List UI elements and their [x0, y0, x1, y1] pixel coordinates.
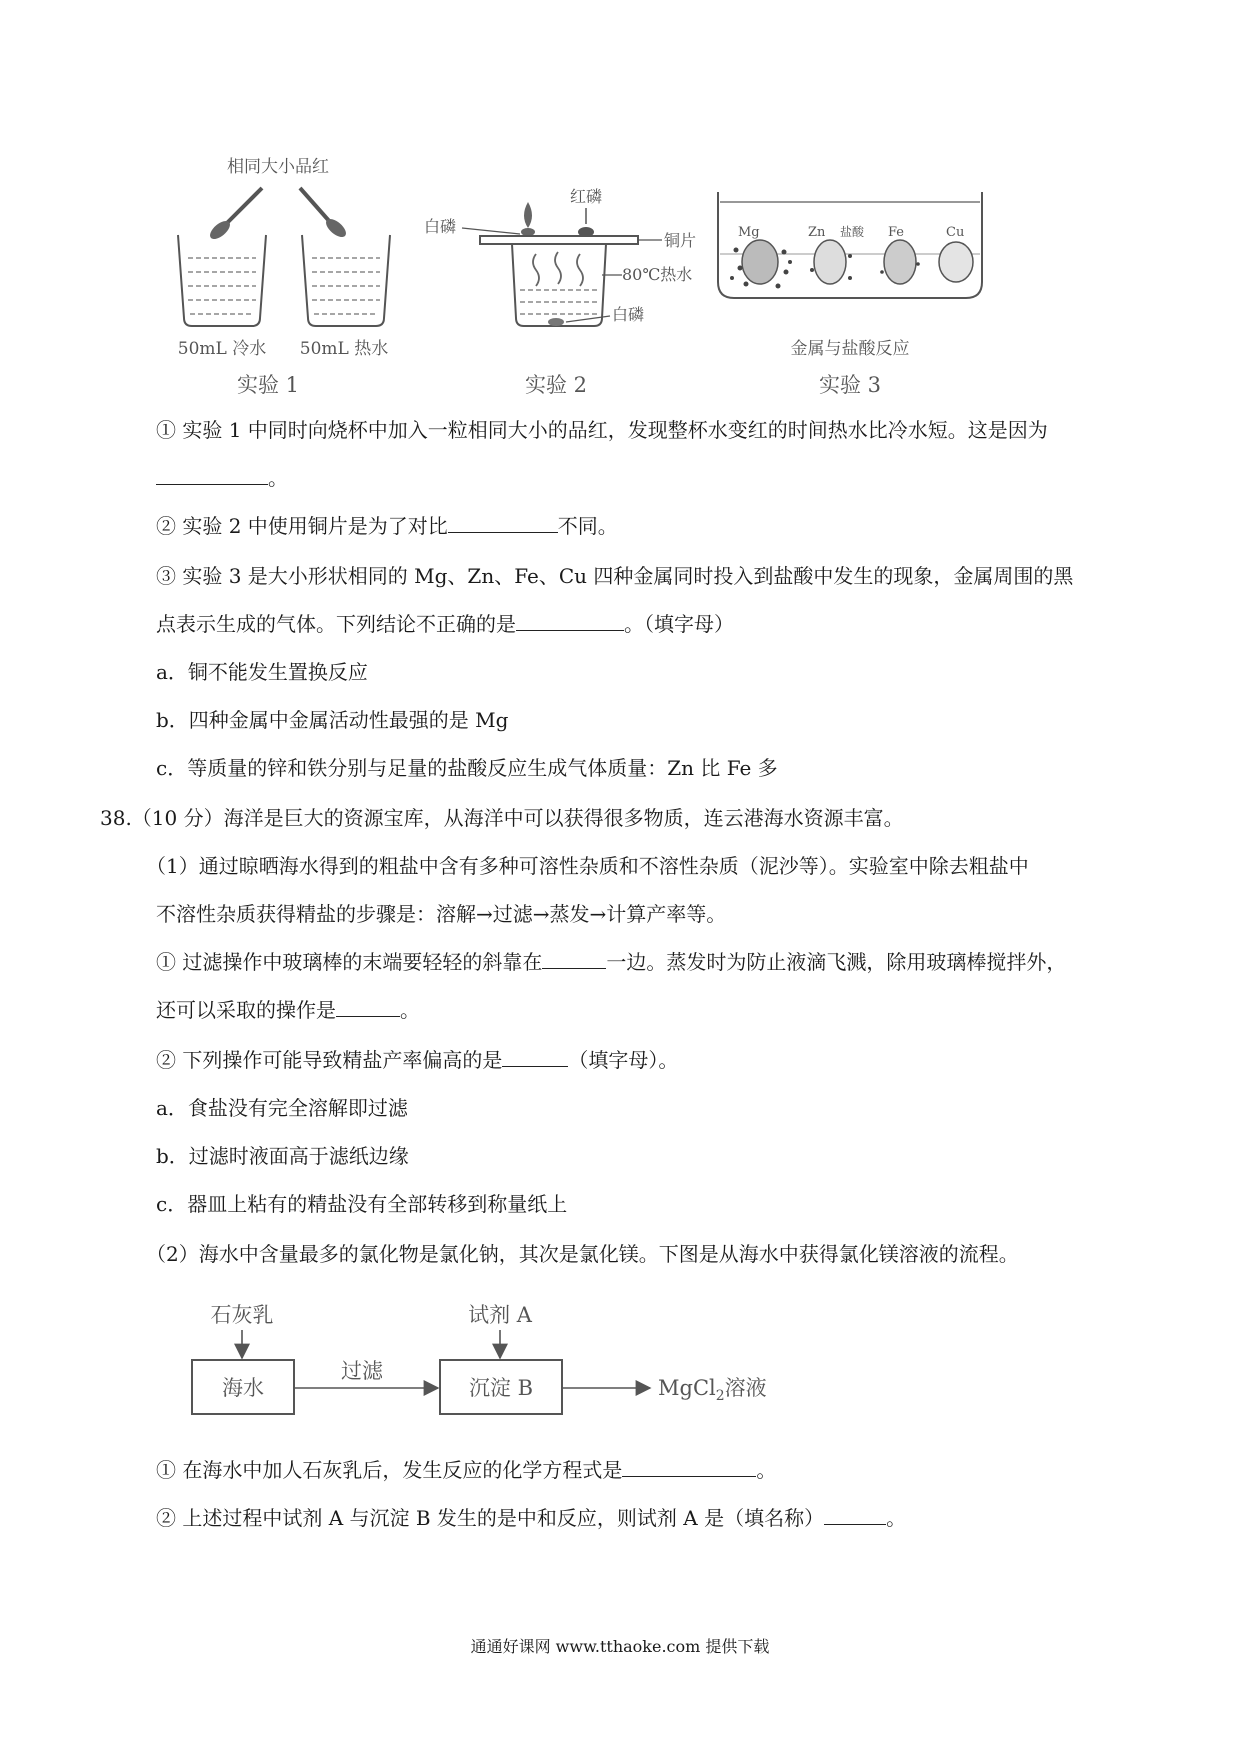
fe-metal [884, 240, 916, 284]
right-spoon [300, 188, 330, 222]
q37-item2: ② 实验 2 中使用铜片是为了对比 不同。 [156, 514, 618, 538]
metal-label-cu: Cu [946, 225, 965, 240]
q38-part1-line2: 不溶性杂质获得精盐的步骤是：溶解→过滤→蒸发→计算产率等。 [156, 902, 727, 926]
exp3-caption: 实验 3 [818, 373, 882, 397]
q38-sub1-line1: ① 过滤操作中玻璃棒的末端要轻轻的斜靠在 一边。蒸发时为防止液滴飞溅，除用玻璃棒搅拌外， [156, 950, 1067, 974]
exp2-white-p-top-label: 白磷 [423, 217, 457, 236]
q38-sub4: ② 上述过程中试剂 A 与沉淀 B 发生的是中和反应，则试剂 A 是（填名称） 。 [156, 1506, 907, 1530]
metal-label-mg: Mg [738, 225, 760, 240]
hot-water-beaker [302, 235, 390, 326]
mgcl2-flow-chart [170, 1296, 820, 1426]
left-spoon [225, 188, 262, 225]
flow-seawater-label: 海水 [222, 1376, 264, 1400]
zn-metal [814, 240, 846, 284]
q38-sub3: ① 在海水中加人石灰乳后，发生反应的化学方程式是 。 [156, 1458, 777, 1482]
flow-precipitate-label: 沉淀 B [468, 1376, 534, 1400]
exp2-caption: 实验 2 [524, 373, 588, 397]
answer-blank[interactable] [448, 512, 558, 533]
flow-product-label: MgCl$_2$溶液 [658, 1376, 767, 1404]
q38-option-b: b．过滤时液面高于滤纸边缘 [156, 1144, 409, 1168]
cold-water-beaker [178, 235, 266, 326]
answer-blank[interactable] [336, 996, 400, 1017]
experiment-3-figure [718, 192, 982, 397]
answer-blank[interactable] [824, 1504, 886, 1525]
acid-label: 盐酸 [840, 225, 865, 239]
answer-blank[interactable] [516, 610, 624, 631]
exp3-label: 金属与盐酸反应 [790, 339, 910, 359]
hot-water-beaker [512, 244, 606, 326]
exp1-top-label: 相同大小品红 [227, 157, 329, 177]
copper-sheet [480, 236, 638, 244]
exp2-red-p-label: 红磷 [569, 187, 603, 206]
q38-sub2: ② 下列操作可能导致精盐产率偏高的是 （填字母）。 [156, 1048, 679, 1072]
experiment-1-figure [178, 157, 390, 397]
answer-blank[interactable] [542, 948, 606, 969]
q37-item3-line2: 点表示生成的气体。下列结论不正确的是 。（填字母） [156, 612, 734, 636]
q38-option-a: a．食盐没有完全溶解即过滤 [156, 1096, 408, 1120]
exp2-hot-water-label: 80℃热水 [622, 265, 693, 284]
exp1-left-label: 50mL 冷水 [177, 339, 267, 359]
flame [524, 202, 532, 228]
exp2-white-p-bottom-label: 白磷 [612, 305, 645, 324]
answer-blank[interactable] [156, 464, 268, 485]
experiment-2-figure [424, 187, 696, 397]
q37-option-c: c．等质量的锌和铁分别与足量的盐酸反应生成气体质量：Zn 比 Fe 多 [156, 756, 778, 780]
flow-filter-label: 过滤 [341, 1359, 383, 1383]
q38-sub1-line2: 还可以采取的操作是 。 [156, 998, 420, 1022]
q38-option-c: c．器皿上粘有的精盐没有全部转移到称量纸上 [156, 1192, 568, 1216]
metal-label-zn: Zn [808, 225, 826, 240]
q38-header: 38.（10 分）海洋是巨大的资源宝库，从海洋中可以获得很多物质，连云港海水资源丰富。 [100, 806, 904, 830]
q37-option-b: b．四种金属中金属活动性最强的是 Mg [156, 708, 509, 732]
q37-item1: ① 实验 1 中同时向烧杯中加入一粒相同大小的品红，发现整杯水变红的时间热水比冷水短。这是因为 [156, 418, 1048, 442]
white-phosphorus-bottom [548, 318, 564, 326]
mg-metal [742, 240, 778, 284]
q37-option-a: a．铜不能发生置换反应 [156, 660, 368, 684]
answer-blank[interactable] [502, 1046, 568, 1067]
q38-part2: （2）海水中含量最多的氯化物是氯化钠，其次是氯化镁。下图是从海水中获得氯化镁溶液的流程。 [146, 1242, 1019, 1266]
flow-lime-label: 石灰乳 [210, 1303, 274, 1327]
answer-blank[interactable] [622, 1456, 756, 1477]
exp1-caption: 实验 1 [236, 373, 300, 397]
page-footer: 通通好课网 www.tthaoke.com 提供下载 [470, 1637, 770, 1656]
flow-reagent-label: 试剂 A [468, 1303, 532, 1327]
exp1-right-label: 50mL 热水 [299, 339, 389, 359]
exp2-copper-label: 铜片 [664, 231, 697, 250]
q37-item3-line1: ③ 实验 3 是大小形状相同的 Mg、Zn、Fe、Cu 四种金属同时投入到盐酸中发生的现象，金属周围的黑 [156, 564, 1074, 588]
metal-label-fe: Fe [888, 225, 905, 240]
q37-item1-blank-line: 。 [156, 464, 288, 492]
q38-part1-line1: （1）通过晾晒海水得到的粗盐中含有多种可溶性杂质和不溶性杂质（泥沙等）。实验室中除去粗盐中 [146, 854, 1029, 878]
experiment-figures [0, 140, 1240, 410]
cu-metal [939, 242, 973, 282]
